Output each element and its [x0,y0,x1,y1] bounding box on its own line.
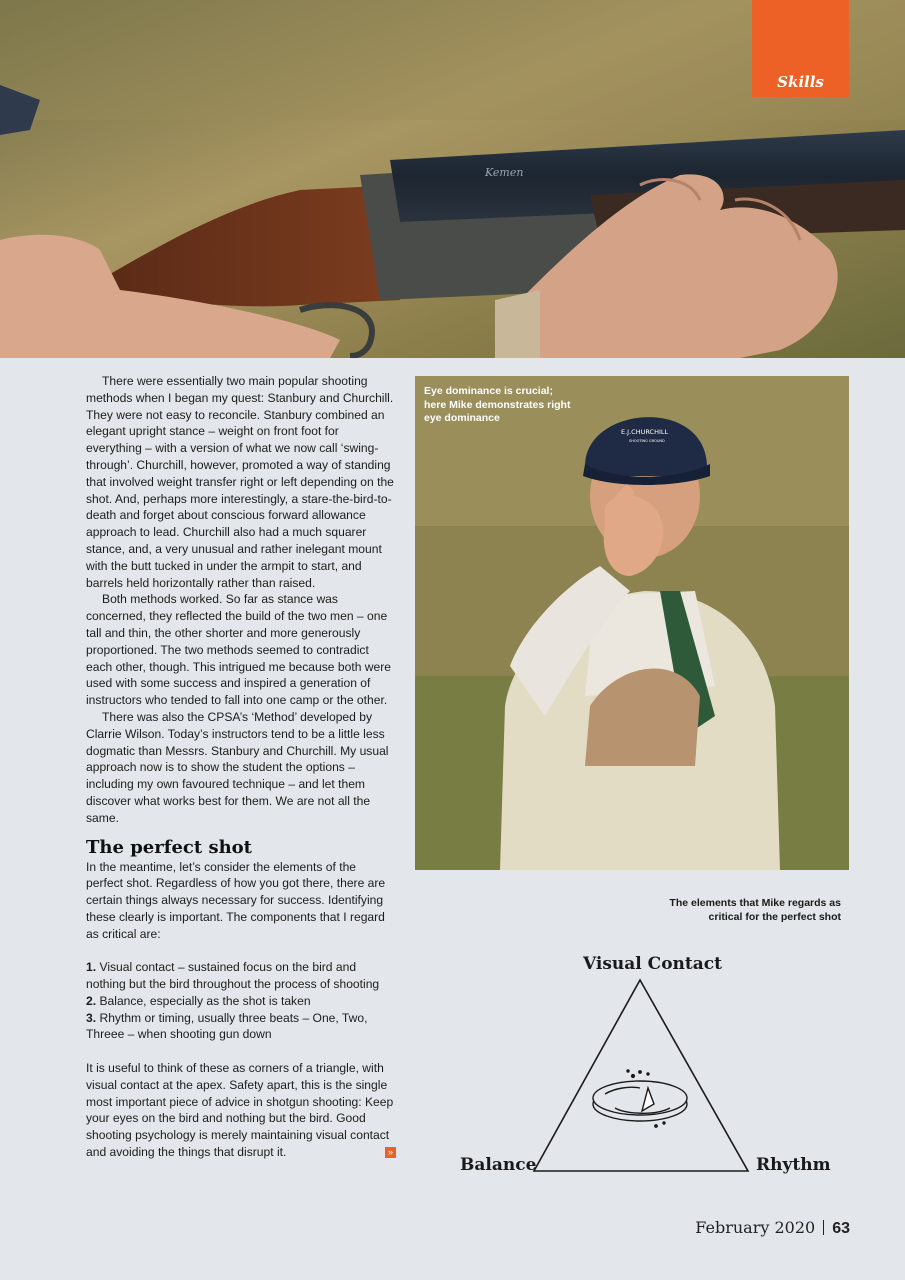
continue-icon: » [385,1147,396,1158]
triangle-outline [534,980,748,1171]
paragraph: There were essentially two main popular shooting methods when I began my quest: Stanbury and Churchill. They were not easy to reconcile. Stanbury combined an elegant upright stance – weight on front foot for everything – with a version of what we now call ‘swing-through’. Churchill, however, promoted a way of standing that involved weight transfer right or left depending on the shot. And, perhaps more interestingly, a stare-the-bird-to-death and forget about conscious forward allowance approach to lead. Churchill also had a much squarer stance, and, a very unusual and rather inelegant mount with the butt tucked in under the armpit to start, and barrels held horizontally rather than raised. [86,374,394,590]
apex-label: Visual Contact [583,954,722,974]
list-number: 3. [86,1010,97,1025]
paragraph: Both methods worked. So far as stance was concerned, they reflected the build of the two men – one tall and thin, the other shorter and more generously proportioned. The two methods seemed to contradict each other, though. This intrigued me because both were used with some success and inspired a generation of instructors who tended to fall into one camp or the other. [86,592,392,708]
diagram-caption: The elements that Mike regards as critical for the perfect shot [669,897,841,923]
paragraph [86,1060,396,1161]
instructor-illustration [415,376,849,870]
issue-date: February 2020 [695,1218,816,1237]
subheading: The perfect shot [86,836,252,858]
clay-target-icon [593,1070,687,1127]
triangle-diagram [530,976,752,1176]
page-number: 63 [832,1220,850,1237]
list-number: 1. [86,960,97,975]
right-corner-label: Rhythm [756,1155,831,1175]
section-tab: Skills [752,0,849,97]
list-number: 2. [86,993,97,1008]
list-item [86,993,396,1010]
photo-caption: Eye dominance is crucial; here Mike demonstrates right eye dominance [424,385,571,424]
list-text: Visual contact – sustained focus on the bird and nothing but the bird throughout the process of shooting [86,960,380,992]
paragraph: In the meantime, let’s consider the elements of the perfect shot. Regardless of how you got there, there are certain things always necessary for success. Identifying these clearly is important. The components that I regard as critical are: [86,859,386,941]
cap-text: E.J.CHURCHILL [621,428,669,436]
left-corner-label: Balance [460,1155,537,1175]
gun-engraving: Kemen [485,166,524,179]
list-text: Rhythm or timing, usually three beats – One, Two, Threee – when shooting gun down [86,1010,368,1042]
article-body [86,373,396,1161]
hero-photo [0,0,905,358]
cap-subtext: SHOOTING GROUND [629,439,665,443]
list-item [86,1010,396,1044]
footer-divider [823,1220,824,1235]
list-text: Balance, especially as the shot is taken [99,993,311,1008]
page-footer [640,1218,850,1238]
instructor-photo [415,376,849,870]
closing-text: It is useful to think of these as corners of a triangle, with visual contact at the apex. Safety apart, this is the single most important piece of advice in shotgun shooting: Keep your eyes on the bird and nothing but the bird. Good shooting psychology is merely maintaining visual contact and avoiding the things that disrupt it. [86,1061,394,1160]
paragraph: There was also the CPSA’s ‘Method’ developed by Clarrie Wilson. Today’s instructors tend to be a little less dogmatic than Messrs. Stanbury and Churchill. My usual approach now is to show the student the options – including my own favoured technique – and let them discover what works best for them. We are not all the same. [86,709,389,825]
list-item [86,959,396,993]
